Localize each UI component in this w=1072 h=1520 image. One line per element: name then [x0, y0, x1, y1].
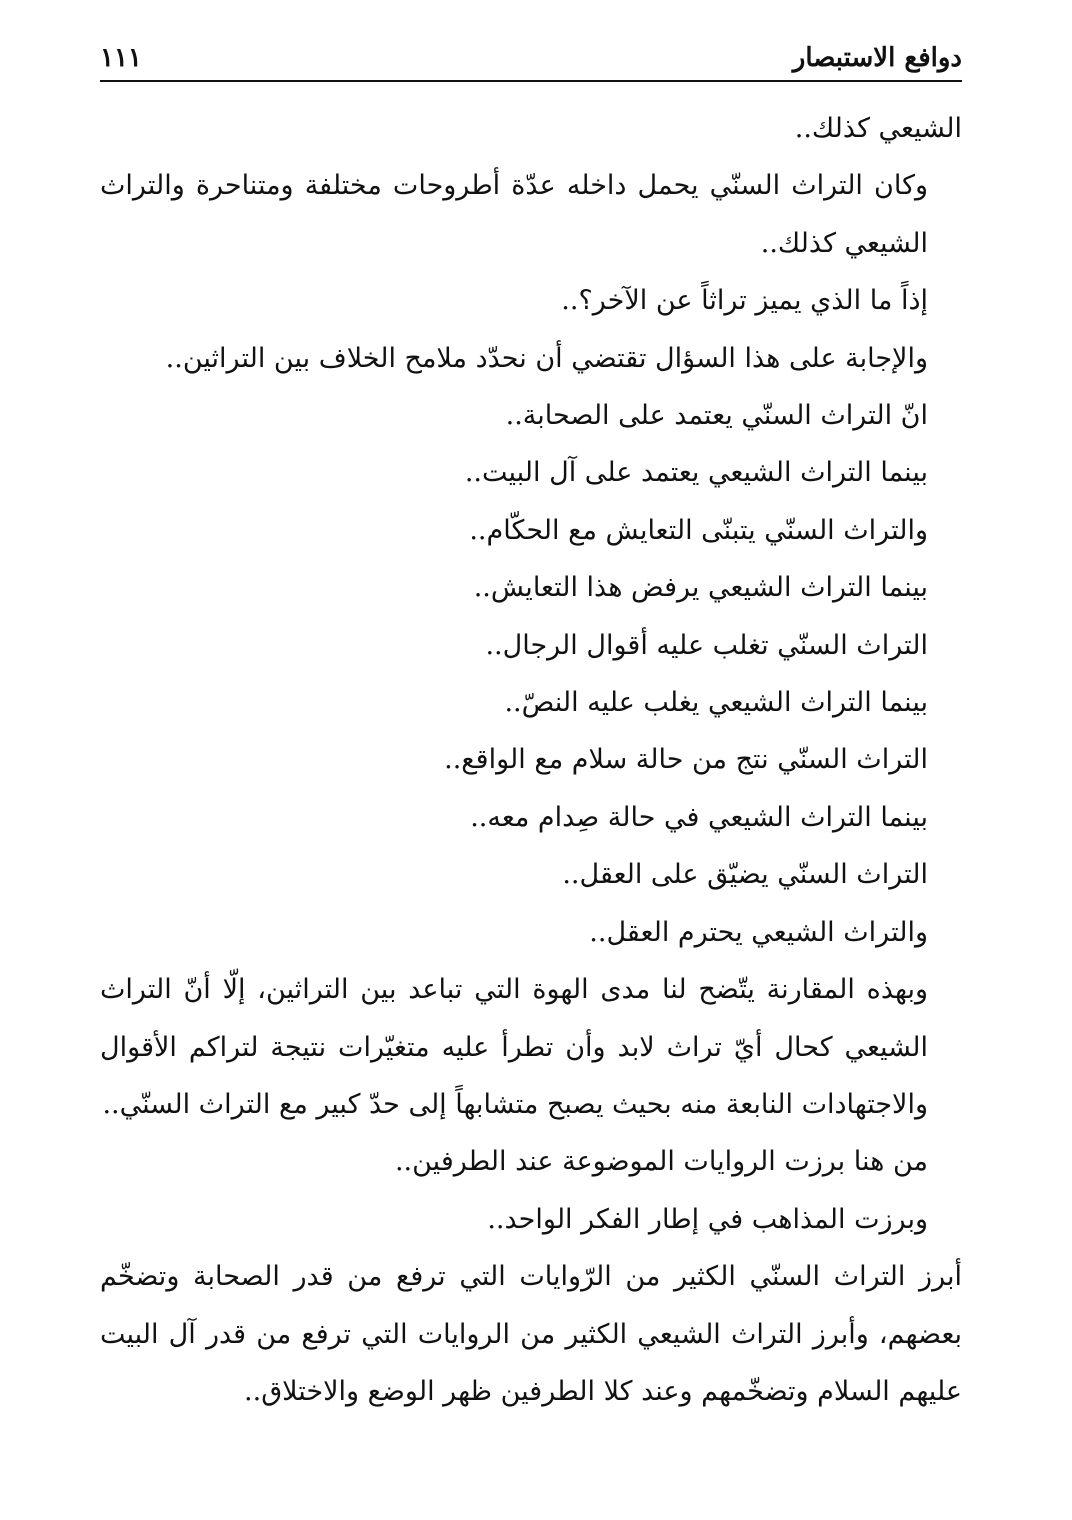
running-title: دوافع الاستبصار — [792, 43, 962, 73]
page-header — [100, 38, 962, 78]
paragraph: انّ التراث السنّي يعتمد على الصحابة.. — [505, 400, 928, 432]
paragraph: والتراث السنّي يتبنّى التعايش مع الحكّام.. — [469, 514, 928, 546]
paragraph: بينما التراث الشيعي يرفض هذا التعايش.. — [473, 572, 928, 604]
header-divider — [100, 80, 962, 82]
paragraph: بينما التراث الشيعي يغلب عليه النصّ.. — [504, 687, 928, 719]
page-number: ١١١ — [100, 43, 142, 73]
paragraph: من هنا برزت الروايات الموضوعة عند الطرفين.. — [394, 1146, 928, 1178]
paragraph: إذاً ما الذي يميز تراثاً عن الآخر؟.. — [561, 285, 928, 317]
paragraph: بينما التراث الشيعي في حالة صِدام معه.. — [470, 801, 928, 833]
paragraph: وكان التراث السنّي يحمل داخله عدّة أطروحات مختلفة ومتناحرة والتراث الشيعي كذلك.. — [100, 170, 928, 259]
paragraph: أبرز التراث السنّي الكثير من الرّوايات التي ترفع من قدر الصحابة وتضخّم بعضهم، وأبرز التراث الشيعي الكثير من الروايات التي ترفع من قدر آل البيت عليهم السلام وتضخّمهم وعند كلا الطرفين ظهر الوضع والاختلاق.. — [100, 1261, 962, 1407]
paragraph: والإجابة على هذا السؤال تقتضي أن نحدّد ملامح الخلاف بين التراثين.. — [165, 342, 928, 374]
paragraph: والتراث الشيعي يحترم العقل.. — [589, 916, 928, 948]
paragraph: التراث السنّي نتج من حالة سلام مع الواقع.. — [444, 744, 928, 776]
paragraph: الشيعي كذلك.. — [794, 113, 962, 144]
paragraph: التراث السنّي تغلب عليه أقوال الرجال.. — [485, 629, 928, 661]
paragraph: وبرزت المذاهب في إطار الفكر الواحد.. — [487, 1203, 928, 1235]
body-text — [100, 100, 962, 1420]
paragraph: بينما التراث الشيعي يعتمد على آل البيت.. — [464, 457, 928, 489]
paragraph: وبهذه المقارنة يتّضح لنا مدى الهوة التي تباعد بين التراثين، إلّا أنّ التراث الشيعي كحال أيّ تراث لابد وأن تطرأ عليه متغيّرات نتيجة لتراكم الأقوال والاجتهادات النابعة منه بحيث يصبح متشابهاً إلى حدّ كبير مع التراث السنّي.. — [100, 974, 928, 1120]
paragraph: التراث السنّي يضيّق على العقل.. — [562, 859, 928, 891]
